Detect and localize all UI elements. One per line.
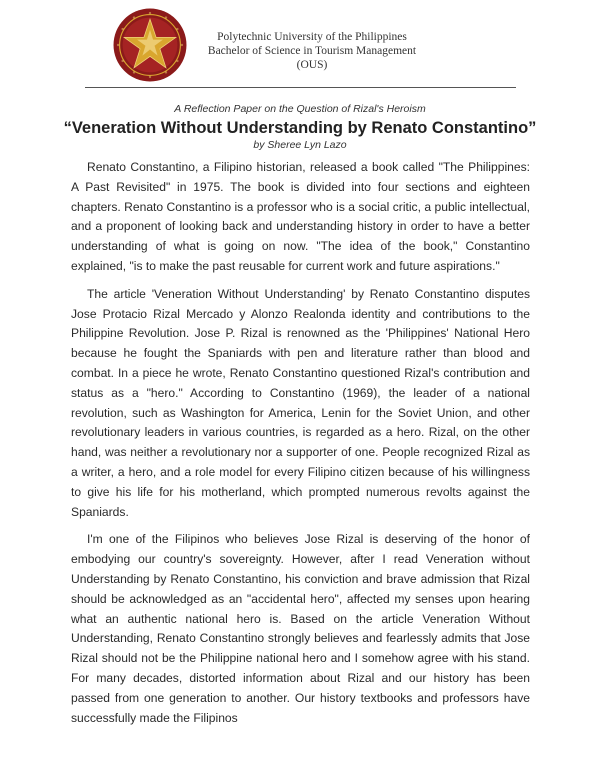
body-paragraph-3: I'm one of the Filipinos who believes Jose Rizal is deserving of the honor of embodying our country's sovereignty. However, after I read Veneration without Understanding by Renato Constantino, his conviction and brave admission that Rizal should be acknowledged as an "accidental hero", affected my senses upon hearing what an authentic national hero is. Based on the article Veneration Without Understanding, Renato Constantino strongly believes and fearlessly admits that Jose Rizal should not be the Philippine national hero and I somehow agree with his stand. For many decades, distorted information about Rizal and our history has been passed from one generation to another. Our history textbooks and professors have successfully made the Filipinos	[71, 532, 530, 725]
university-name: Polytechnic University of the Philippines	[217, 31, 407, 43]
paper-body	[71, 158, 530, 736]
pup-seal-icon	[112, 7, 188, 83]
program-name: Bachelor of Science in Tourism Management (OUS)	[207, 45, 417, 71]
paper-title: “Veneration Without Understanding by Renato Constantino”	[63, 119, 537, 137]
body-paragraph-1: Renato Constantino, a Filipino historian, released a book called "The Philippines: A Past Revisited" in 1975. The book is divided into four sections and eighteen chapters. Renato Constantino is a professor who is a social critic, a public intellectual, and a proponent of looking back and understanding history in order to have a better understanding of what is going on now. "The idea of the book," Constantino explained, "is to make the past reusable for current work and future aspirations."	[71, 160, 530, 273]
paper-byline: by Sheree Lyn Lazo	[253, 139, 347, 151]
paper-kicker: A Reflection Paper on the Question of Rizal's Heroism	[174, 103, 426, 115]
body-paragraph-2: The article 'Veneration Without Understanding' by Renato Constantino disputes Jose Protacio Rizal Mercado y Alonzo Realonda identity and contributions to the Philippine Revolution. Jose P. Rizal is renowned as the 'Philippines' National Hero because he fought the Spaniards with pen and literature rather than blood and combat. In a piece he wrote, Renato Constantino questioned Rizal's contribution and status as a "hero." According to Constantino (1969), the leader of a national revolution, such as Washington for America, Lenin for the Soviet Union, and other revolutionary leaders in various countries, is regarded as a hero. Rizal, on the other hand, was neither a revolutionary nor a supporter of one. People recognized Rizal as a writer, a hero, and a role model for every Filipino citizen because of his willingness to give his life for his motherland, which prompted numerous revolts against the Spaniards.	[71, 286, 530, 519]
header-divider	[85, 87, 516, 88]
institution-heading	[192, 30, 432, 72]
